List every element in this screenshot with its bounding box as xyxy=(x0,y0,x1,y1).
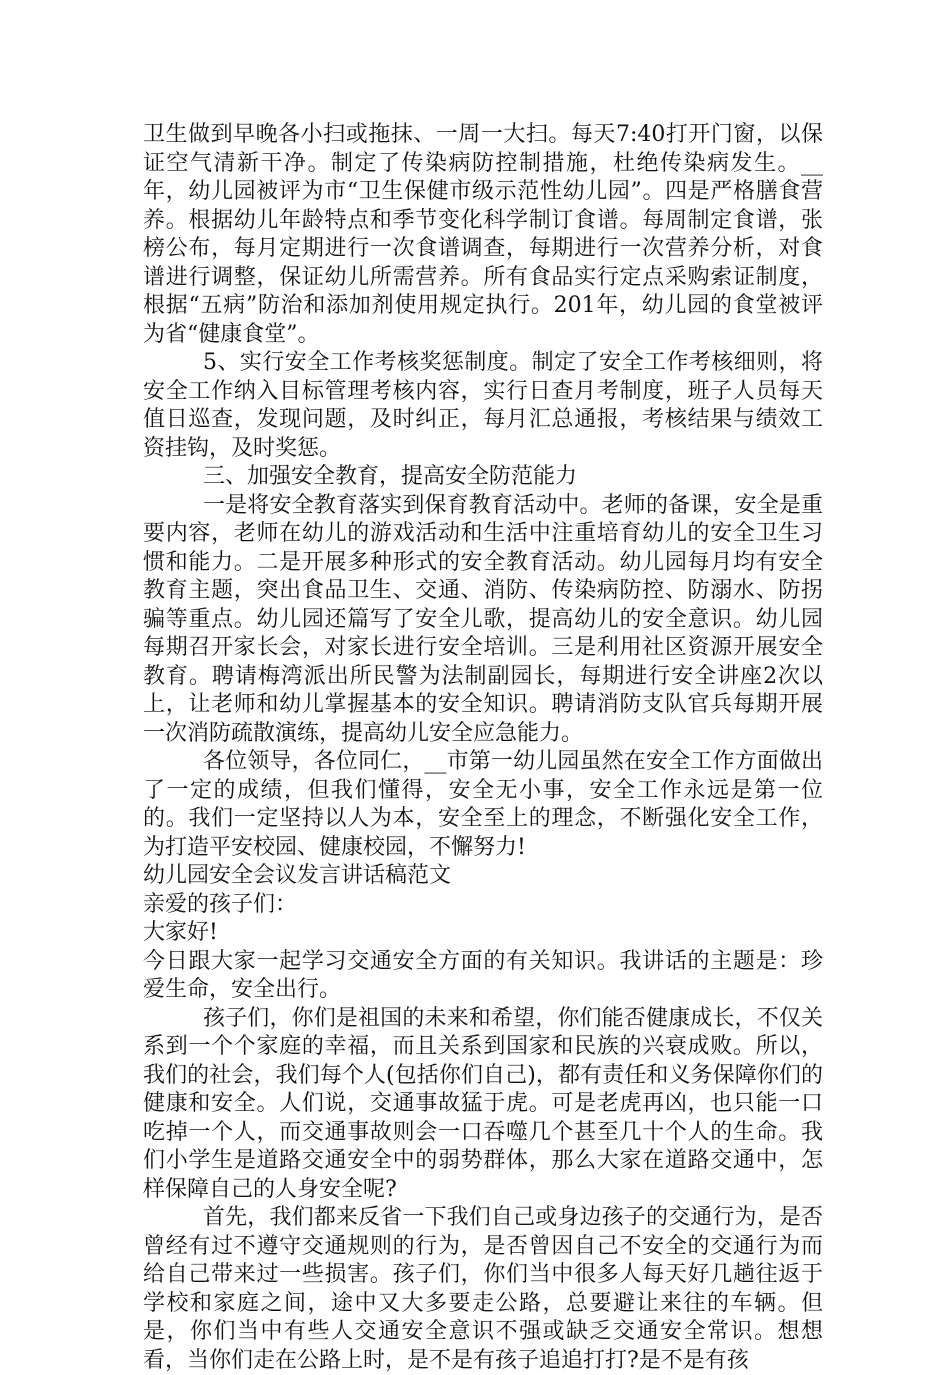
speech-greeting: 大家好! xyxy=(143,920,218,945)
speech-title: 幼儿园安全会议发言讲话稿范文 xyxy=(143,863,452,888)
paragraph-safety-education: 一是将安全教育落实到保育教育活动中。老师的备课，安全是重要内容，老师在幼儿的游戏活动和生活中注重培育幼儿的安全卫生习惯和能力。二是开展多种形式的安全教育活动。幼儿园每月均有安全教育主题，突出食品卫生、交通、消防、传染病防控、防溺水、防拐骗等重点。幼儿园还篇写了安全儿歌，提高幼儿的安全意识。幼儿园每期召开家长会，对家长进行安全培训。三是利用社区资源开展安全教育。聘请梅湾派出所民警为法制副园长，每期进行安全讲座2次以上，让老师和幼儿掌握基本的安全知识。聘请消防支队官兵每期开展一次消防疏散演练，提高幼儿安全应急能力。 xyxy=(143,492,823,746)
paragraph-hygiene: 卫生做到早晚各小扫或拖抹、一周一大扫。每天7:40打开门窗，以保证空气清新干净。制定了传染病防控制措施，杜绝传染病发生。__年，幼儿园被评为市“卫生保健市级示范性幼儿园”。四是严格膳食营养。根据幼儿年龄特点和季节变化科学制订食谱。每周制定食谱，张榜公布，每月定期进行一次食谱调查，每期进行一次营养分析，对食谱进行调整，保证幼儿所需营养。所有食品实行定点采购索证制度，根据“五病”防治和添加剂使用规定执行。201年，幼儿园的食堂被评为省“健康食堂”。 xyxy=(143,122,823,347)
section-heading-safety-education: 三、加强安全教育，提高安全防范能力 xyxy=(203,464,578,489)
paragraph-closing: 各位领导，各位同仁，__市第一幼儿园虽然在安全工作方面做出了一定的成绩，但我们懂得，安全无小事，安全工作永远是第一位的。我们一定坚持以人为本，安全至上的理念，不断强化安全工作，为打造平安校园、健康校园，不懈努力! xyxy=(143,749,823,860)
paragraph-speech-theme: 今日跟大家一起学习交通安全方面的有关知识。我讲话的主题是：珍爱生命，安全出行。 xyxy=(143,948,823,1002)
paragraph-children-future: 孩子们，你们是祖国的未来和希望，你们能否健康成长，不仅关系到一个个家庭的幸福，而且关系到国家和民族的兴衰成败。所以，我们的社会，我们每个人(包括你们自己)，都有责任和义务保障你们的健康和安全。人们说，交通事故猛于虎。可是老虎再凶，也只能一口吃掉一个人，而交通事故则会一口吞噬几个甚至几十个人的生命。我们小学生是道路交通安全中的弱势群体，那么大家在道路交通中，怎样保障自己的人身安全呢? xyxy=(143,1005,823,1202)
document-body xyxy=(143,121,823,1375)
paragraph-safety-assessment: 5、实行安全工作考核奖惩制度。制定了安全工作考核细则，将安全工作纳入目标管理考核内容，实行日查月考制度，班子人员每天值日巡查，发现问题，及时纠正，每月汇总通报，考核结果与绩效工资挂钩，及时奖惩。 xyxy=(143,350,823,461)
speech-salutation: 亲爱的孩子们： xyxy=(143,891,298,917)
paragraph-reflection: 首先，我们都来反省一下我们自己或身边孩子的交通行为，是否曾经有过不遵守交通规则的行为，是否曾因自己不安全的交通行为而给自己带来过一些损害。孩子们，你们当中很多人每天好几趟往返于学校和家庭之间，途中又大多要走公路，总要避让来往的车辆。但是，你们当中有些人交通安全意识不强或缺乏交通安全常识。想想看，当你们走在公路上时，是不是有孩子追追打打?是不是有孩 xyxy=(143,1205,823,1373)
